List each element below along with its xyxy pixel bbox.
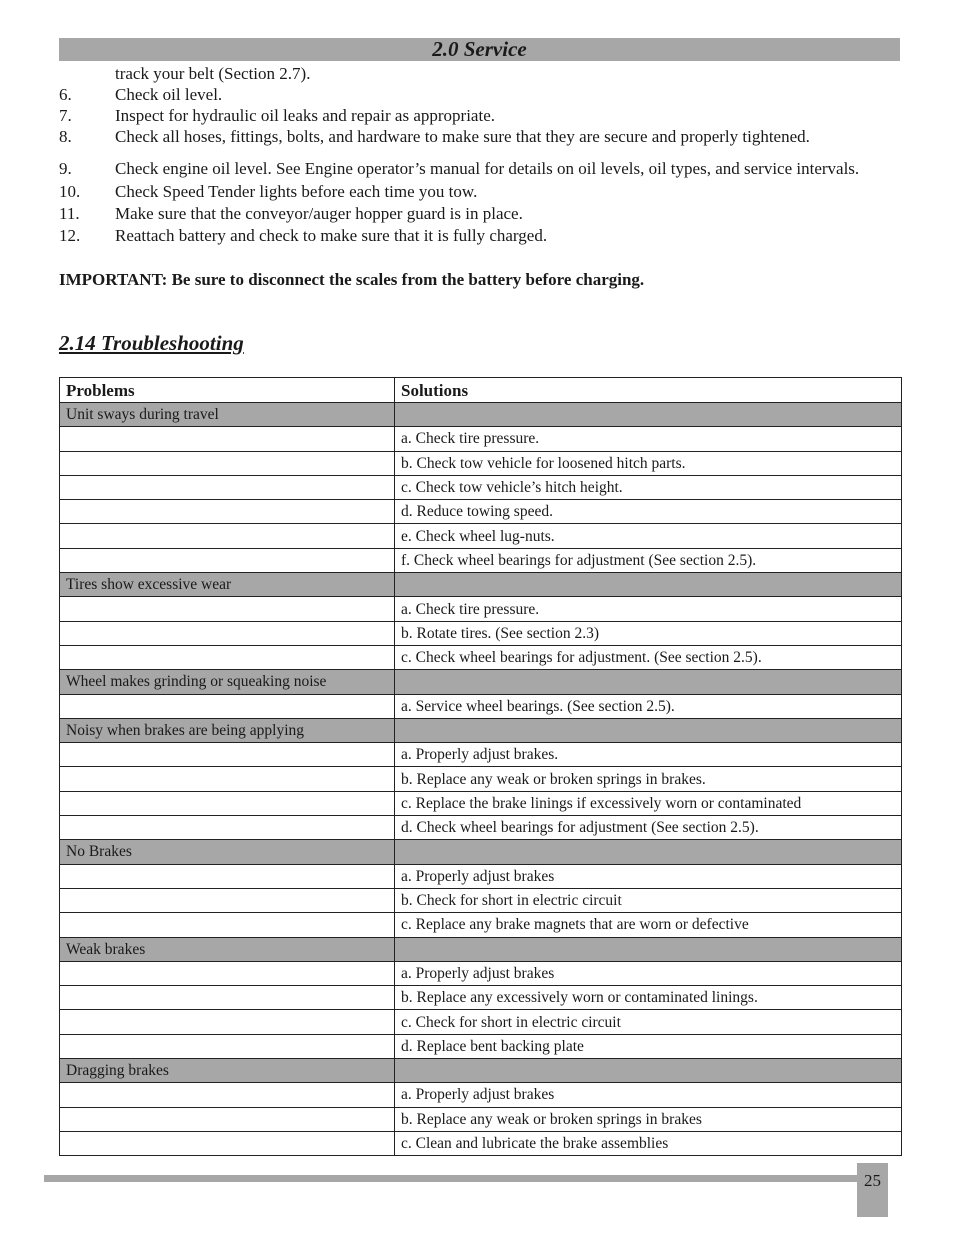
solution-cell: c. Replace any brake magnets that are worn or defective (395, 913, 902, 937)
table-row (60, 427, 902, 451)
section-header-bar (59, 38, 900, 61)
problem-cell (60, 645, 395, 669)
solution-cell: a. Properly adjust brakes (395, 961, 902, 985)
solution-cell: f. Check wheel bearings for adjustment (See section 2.5). (395, 548, 902, 572)
problem-group-row (60, 670, 902, 694)
problem-cell (60, 500, 395, 524)
problem-cell: Unit sways during travel (60, 403, 395, 427)
list-item-text: Make sure that the conveyor/auger hopper guard is in place. (115, 204, 523, 223)
solution-cell: a. Properly adjust brakes (395, 864, 902, 888)
table-header-row (60, 378, 902, 403)
problem-cell (60, 548, 395, 572)
list-item-text: Inspect for hydraulic oil leaks and repair as appropriate. (115, 106, 495, 125)
problem-cell (60, 451, 395, 475)
solution-cell: b. Rotate tires. (See section 2.3) (395, 621, 902, 645)
solution-cell (395, 937, 902, 961)
list-item (59, 181, 900, 202)
list-item-number: 8. (59, 127, 72, 146)
table-row (60, 961, 902, 985)
troubleshooting-table (59, 377, 902, 1156)
problem-cell: Noisy when brakes are being applying (60, 718, 395, 742)
solution-cell: d. Replace bent backing plate (395, 1034, 902, 1058)
page-number-box (857, 1163, 888, 1217)
problem-cell (60, 1131, 395, 1155)
list-item (59, 203, 900, 224)
table-row (60, 986, 902, 1010)
list-item-number: 11. (59, 204, 80, 223)
list-item (59, 63, 900, 84)
solution-cell: e. Check wheel lug-nuts. (395, 524, 902, 548)
table-row (60, 524, 902, 548)
list-item-number: 10. (59, 182, 81, 201)
solution-cell: d. Reduce towing speed. (395, 500, 902, 524)
problem-cell: Weak brakes (60, 937, 395, 961)
problem-cell (60, 913, 395, 937)
problem-cell (60, 694, 395, 718)
important-note: IMPORTANT: Be sure to disconnect the scales from the battery before charging. (59, 270, 645, 289)
solution-cell: d. Check wheel bearings for adjustment (See section 2.5). (395, 816, 902, 840)
table-row (60, 694, 902, 718)
problem-cell: Dragging brakes (60, 1059, 395, 1083)
solution-cell: c. Replace the brake linings if excessively worn or contaminated (395, 791, 902, 815)
column-header-solutions: Solutions (395, 378, 902, 403)
solution-cell: a. Properly adjust brakes (395, 1083, 902, 1107)
problem-cell (60, 427, 395, 451)
list-item-text: Check Speed Tender lights before each time you tow. (115, 182, 478, 201)
problem-cell (60, 597, 395, 621)
problem-cell (60, 1083, 395, 1107)
solution-cell: a. Check tire pressure. (395, 427, 902, 451)
problem-cell (60, 743, 395, 767)
service-checklist (59, 63, 900, 246)
problem-cell (60, 986, 395, 1010)
list-item-text: track your belt (Section 2.7). (115, 64, 311, 83)
problem-group-row (60, 937, 902, 961)
problem-cell (60, 1034, 395, 1058)
list-item-text: Check oil level. (115, 85, 223, 104)
list-item-number: 12. (59, 226, 81, 245)
list-item-number: 9. (59, 159, 72, 178)
table-row (60, 597, 902, 621)
section-title: 2.14 Troubleshooting (59, 331, 244, 355)
solution-cell (395, 840, 902, 864)
problem-group-row (60, 718, 902, 742)
problem-cell (60, 475, 395, 499)
table-row (60, 1034, 902, 1058)
solution-cell (395, 403, 902, 427)
table-row (60, 791, 902, 815)
solution-cell (395, 670, 902, 694)
table-row (60, 767, 902, 791)
table-row (60, 743, 902, 767)
list-item-number: 6. (59, 85, 72, 104)
list-item (59, 126, 900, 147)
list-item-text: Check all hoses, fittings, bolts, and hardware to make sure that they are secure and properly tightened. (115, 127, 810, 146)
list-item-number: 7. (59, 106, 72, 125)
table-row (60, 451, 902, 475)
table-row (60, 500, 902, 524)
solution-cell: c. Clean and lubricate the brake assemblies (395, 1131, 902, 1155)
problem-cell (60, 888, 395, 912)
problem-cell (60, 864, 395, 888)
problem-cell (60, 524, 395, 548)
problem-cell (60, 791, 395, 815)
problem-group-row (60, 1059, 902, 1083)
list-item (59, 84, 900, 105)
table-row (60, 913, 902, 937)
solution-cell: a. Properly adjust brakes. (395, 743, 902, 767)
list-item (59, 105, 900, 126)
problem-cell (60, 1107, 395, 1131)
solution-cell: b. Check tow vehicle for loosened hitch parts. (395, 451, 902, 475)
problem-group-row (60, 840, 902, 864)
table-row (60, 816, 902, 840)
solution-cell: c. Check tow vehicle’s hitch height. (395, 475, 902, 499)
table-row (60, 1083, 902, 1107)
problem-cell: Wheel makes grinding or squeaking noise (60, 670, 395, 694)
problem-group-row (60, 573, 902, 597)
table-row (60, 1131, 902, 1155)
problem-group-row (60, 403, 902, 427)
problem-cell: No Brakes (60, 840, 395, 864)
page-number: 25 (864, 1171, 881, 1190)
solution-cell (395, 718, 902, 742)
table-row (60, 1107, 902, 1131)
list-item-text: Reattach battery and check to make sure that it is fully charged. (115, 226, 548, 245)
table-row (60, 1010, 902, 1034)
problem-cell (60, 621, 395, 645)
solution-cell (395, 1059, 902, 1083)
problem-cell (60, 961, 395, 985)
solution-cell: a. Service wheel bearings. (See section 2.5). (395, 694, 902, 718)
solution-cell (395, 573, 902, 597)
problem-cell (60, 767, 395, 791)
table-row (60, 475, 902, 499)
table-row (60, 864, 902, 888)
solution-cell: b. Replace any weak or broken springs in brakes. (395, 767, 902, 791)
list-item (59, 158, 900, 180)
problem-cell (60, 1010, 395, 1034)
solution-cell: b. Check for short in electric circuit (395, 888, 902, 912)
solution-cell: b. Replace any excessively worn or contaminated linings. (395, 986, 902, 1010)
table-row (60, 888, 902, 912)
column-header-problems: Problems (60, 378, 395, 403)
table-row (60, 621, 902, 645)
list-item (59, 225, 900, 246)
solution-cell: c. Check wheel bearings for adjustment. (See section 2.5). (395, 645, 902, 669)
solution-cell: b. Replace any weak or broken springs in brakes (395, 1107, 902, 1131)
table-row (60, 645, 902, 669)
table-row (60, 548, 902, 572)
section-header-title: 2.0 Service (432, 37, 527, 61)
problem-cell: Tires show excessive wear (60, 573, 395, 597)
list-item-text: Check engine oil level. See Engine operator’s manual for details on oil levels, oil types, and service intervals. (115, 159, 860, 178)
problem-cell (60, 816, 395, 840)
solution-cell: a. Check tire pressure. (395, 597, 902, 621)
footer-rule (44, 1175, 858, 1182)
solution-cell: c. Check for short in electric circuit (395, 1010, 902, 1034)
